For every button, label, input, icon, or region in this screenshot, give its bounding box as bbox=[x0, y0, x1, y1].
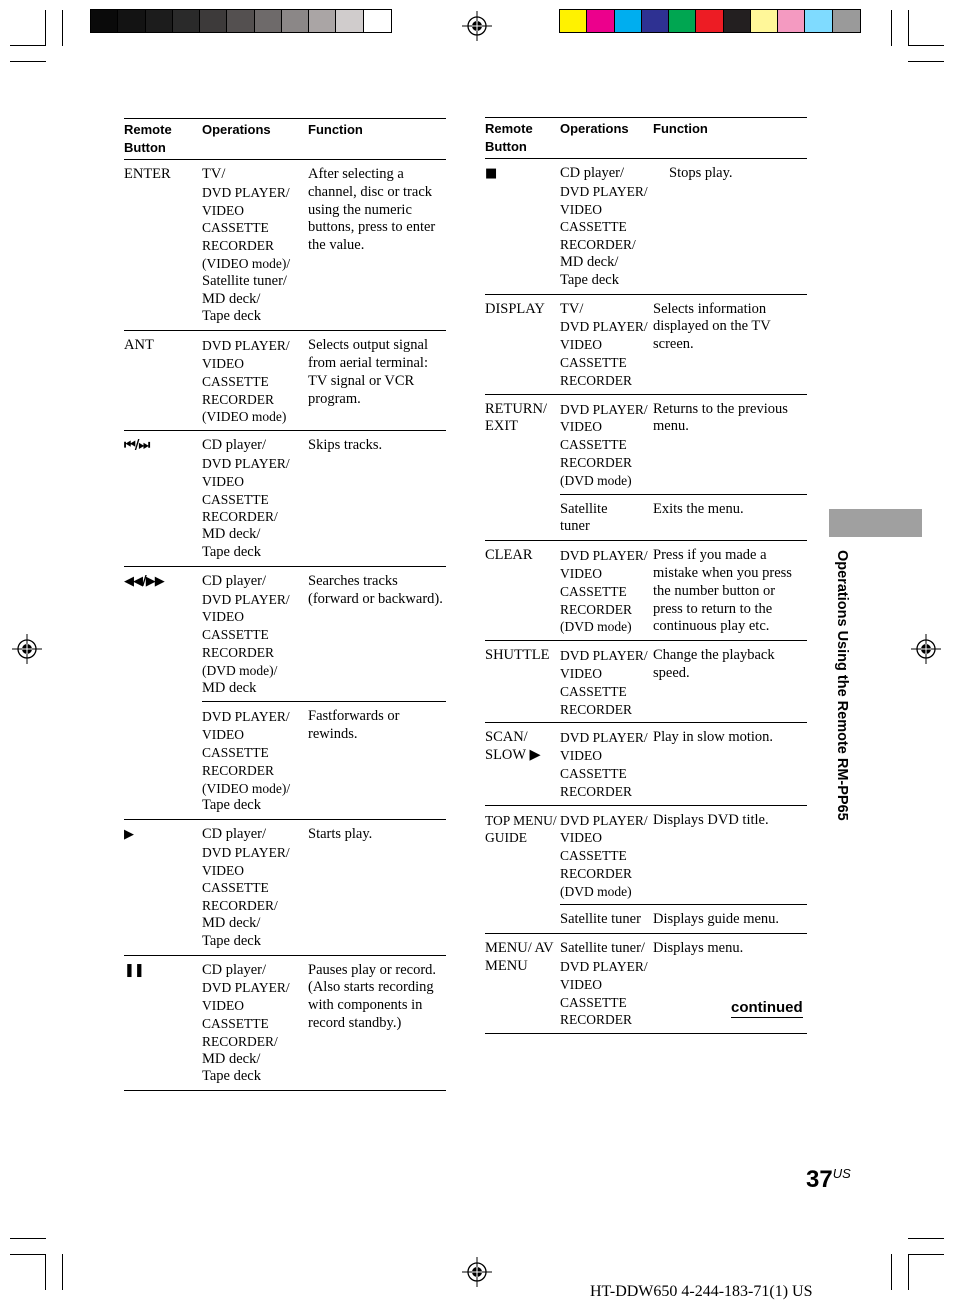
button-clear: CLEAR bbox=[485, 547, 533, 564]
operation-line: RECORDER bbox=[560, 601, 633, 617]
operation-line: VIDEO bbox=[560, 201, 602, 217]
color-swatch bbox=[282, 10, 309, 32]
color-swatch bbox=[560, 10, 587, 32]
operation-line: DVD PLAYER/ bbox=[560, 401, 648, 417]
operation-line: (DVD mode) bbox=[560, 883, 632, 899]
operation-line: CASSETTE bbox=[202, 373, 269, 389]
operation-line: MD deck/ bbox=[560, 253, 619, 270]
operations-cell bbox=[560, 805, 653, 905]
footer-model-code: HT-DDW650 4-244-183-71(1) US bbox=[590, 1283, 813, 1300]
function-cell: Fastforwards or rewinds. bbox=[308, 708, 400, 743]
operation-line: Tape deck bbox=[560, 271, 619, 288]
operation-line: CD player/ bbox=[202, 437, 267, 454]
operation-line: DVD PLAYER/ bbox=[202, 338, 290, 354]
operation-line: VIDEO bbox=[202, 202, 244, 218]
operations-cell bbox=[202, 955, 308, 1091]
page-number bbox=[806, 1166, 851, 1194]
table-row bbox=[485, 934, 807, 1034]
grayscale-calibration-bar bbox=[90, 9, 392, 33]
operation-line: TV/ bbox=[560, 300, 584, 317]
table-row bbox=[124, 431, 446, 567]
operation-line: Satellite bbox=[560, 500, 608, 517]
operation-line: VIDEO bbox=[560, 419, 602, 435]
operations-cell bbox=[560, 641, 653, 723]
function-cell: Skips tracks. bbox=[308, 437, 383, 454]
button-scan-slow: SCAN/ SLOW ▶ bbox=[485, 729, 541, 764]
registration-mark-icon bbox=[911, 634, 941, 664]
operations-cell bbox=[560, 905, 653, 934]
header-remote-button: Remote Button bbox=[124, 122, 172, 155]
operation-line: CD player/ bbox=[202, 572, 267, 589]
pause-icon: ❚❚ bbox=[124, 962, 144, 978]
operation-line: VIDEO bbox=[560, 748, 602, 764]
operation-line: CASSETTE bbox=[560, 354, 627, 370]
rewind-forward-icon: ◀◀/▶▶ bbox=[124, 566, 202, 819]
button-return-exit: RETURN/ EXIT bbox=[485, 394, 560, 541]
operation-line: VIDEO bbox=[560, 337, 602, 353]
table-row bbox=[124, 955, 446, 1091]
operation-line: DVD PLAYER/ bbox=[202, 844, 290, 860]
operation-line: CASSETTE bbox=[560, 683, 627, 699]
operation-line: CASSETTE bbox=[560, 219, 627, 235]
operation-line: Tape deck bbox=[202, 797, 261, 814]
header-operations: Operations bbox=[202, 122, 271, 137]
color-swatch bbox=[200, 10, 227, 32]
color-swatch bbox=[255, 10, 282, 32]
operation-line: CASSETTE bbox=[202, 220, 269, 236]
operation-line: MD deck/ bbox=[202, 915, 261, 932]
function-cell: Displays menu. bbox=[653, 940, 744, 957]
function-cell: Change the playback speed. bbox=[653, 647, 775, 681]
color-swatch bbox=[91, 10, 118, 32]
operation-line: DVD PLAYER/ bbox=[202, 709, 290, 725]
page-number-value: 37 bbox=[806, 1166, 833, 1193]
operation-line: CD player/ bbox=[202, 961, 267, 978]
operations-cell bbox=[202, 820, 308, 956]
side-section-title: Operations Using the Remote RM-PP65 bbox=[834, 550, 850, 821]
operation-line: VIDEO bbox=[560, 830, 602, 846]
page-suffix: US bbox=[832, 1166, 851, 1181]
button-shuttle: SHUTTLE bbox=[485, 647, 550, 664]
function-cell: After selecting a channel, disc or track using the numeric buttons, press to enter the value. bbox=[308, 166, 436, 254]
color-swatch bbox=[364, 10, 391, 32]
operation-line: DVD PLAYER/ bbox=[202, 591, 290, 607]
operation-line: DVD PLAYER/ bbox=[560, 812, 648, 828]
table-row bbox=[124, 331, 446, 431]
color-swatch bbox=[778, 10, 805, 32]
operation-line: (DVD mode) bbox=[560, 619, 632, 635]
button-display: DISPLAY bbox=[485, 300, 545, 317]
operation-line: CASSETTE bbox=[560, 765, 627, 781]
function-cell: Returns to the previous menu. bbox=[653, 394, 807, 494]
header-remote-button: Remote Button bbox=[485, 121, 533, 154]
operation-line: DVD PLAYER/ bbox=[560, 319, 648, 335]
table-row bbox=[485, 159, 807, 295]
operation-line: Satellite tuner/ bbox=[560, 940, 645, 957]
operation-line: VIDEO bbox=[560, 976, 602, 992]
operation-line: Satellite tuner bbox=[560, 911, 641, 928]
operation-line: RECORDER bbox=[560, 1012, 633, 1028]
operation-line: CASSETTE bbox=[202, 491, 269, 507]
operation-line: VIDEO bbox=[202, 473, 244, 489]
operation-line: (DVD mode)/ bbox=[202, 662, 278, 678]
right-remote-table bbox=[485, 117, 807, 1034]
registration-mark-icon bbox=[462, 11, 492, 41]
operation-line: RECORDER bbox=[560, 372, 633, 388]
operation-line: VIDEO bbox=[202, 998, 244, 1014]
operation-line: VIDEO bbox=[560, 665, 602, 681]
button-ant: ANT bbox=[124, 337, 154, 354]
operations-cell bbox=[560, 541, 653, 641]
color-swatch bbox=[751, 10, 778, 32]
stop-icon: ■ bbox=[485, 166, 497, 181]
table-row bbox=[485, 641, 807, 723]
color-swatch bbox=[118, 10, 145, 32]
header-function: Function bbox=[653, 121, 708, 136]
operation-line: DVD PLAYER/ bbox=[560, 730, 648, 746]
operation-line: VIDEO bbox=[202, 862, 244, 878]
operations-cell bbox=[202, 702, 308, 820]
color-swatch bbox=[336, 10, 363, 32]
operations-cell bbox=[560, 723, 653, 805]
operation-line: RECORDER bbox=[560, 454, 633, 470]
operation-line: (VIDEO mode)/ bbox=[202, 255, 291, 271]
operations-cell bbox=[560, 394, 653, 494]
color-calibration-bar bbox=[559, 9, 861, 33]
operation-line: (VIDEO mode) bbox=[202, 409, 287, 425]
operation-line: CD player/ bbox=[202, 826, 267, 843]
left-remote-table bbox=[124, 118, 446, 1091]
color-swatch bbox=[309, 10, 336, 32]
operation-line: CASSETTE bbox=[560, 583, 627, 599]
continued-label: continued bbox=[731, 999, 803, 1016]
operation-line: CASSETTE bbox=[560, 437, 627, 453]
operation-line: RECORDER/ bbox=[202, 1033, 278, 1049]
operations-cell bbox=[202, 331, 308, 431]
table-row bbox=[124, 160, 446, 331]
operations-cell bbox=[560, 494, 653, 541]
operation-line: DVD PLAYER/ bbox=[202, 184, 290, 200]
function-cell: Press if you made a mistake when you press the number button or press to return to the continuous play etc. bbox=[653, 547, 792, 635]
operation-line: TV/ bbox=[202, 166, 226, 182]
function-cell: Starts play. bbox=[308, 826, 373, 843]
button-top-menu-guide: TOP MENU/ GUIDE bbox=[485, 805, 560, 934]
operation-line: RECORDER/ bbox=[202, 509, 278, 525]
operation-line: RECORDER bbox=[202, 762, 275, 778]
operation-line: VIDEO bbox=[202, 727, 244, 743]
function-cell: Displays guide menu. bbox=[653, 911, 780, 928]
function-cell: Pauses play or record. (Also starts recording with components in record standby.) bbox=[308, 961, 437, 1032]
operation-line: CASSETTE bbox=[202, 744, 269, 760]
registration-mark-icon bbox=[462, 1257, 492, 1287]
operation-line: (DVD mode) bbox=[560, 472, 632, 488]
operations-cell bbox=[202, 566, 308, 702]
color-swatch bbox=[833, 10, 860, 32]
function-cell: Stops play. bbox=[669, 165, 733, 181]
operation-line: MD deck bbox=[202, 679, 257, 696]
operation-line: Tape deck bbox=[202, 308, 261, 325]
operation-line: CASSETTE bbox=[202, 880, 269, 896]
operation-line: DVD PLAYER/ bbox=[560, 959, 648, 975]
operation-line: RECORDER/ bbox=[202, 898, 278, 914]
color-swatch bbox=[805, 10, 832, 32]
operation-line: RECORDER bbox=[560, 865, 633, 881]
table-row bbox=[485, 294, 807, 394]
operation-line: MD deck/ bbox=[202, 290, 261, 307]
table-row bbox=[124, 820, 446, 956]
table-row bbox=[485, 394, 807, 494]
operations-cell bbox=[202, 431, 308, 567]
operation-line: VIDEO bbox=[202, 609, 244, 625]
operation-line: CD player/ bbox=[560, 165, 625, 181]
operation-line: CASSETTE bbox=[560, 994, 627, 1010]
function-cell: Searches tracks (forward or backward). bbox=[308, 566, 446, 702]
table-row bbox=[124, 566, 446, 702]
table-row bbox=[485, 541, 807, 641]
table-row bbox=[485, 805, 807, 905]
operation-line: DVD PLAYER/ bbox=[560, 183, 648, 199]
registration-mark-icon bbox=[12, 634, 42, 664]
function-cell: Play in slow motion. bbox=[653, 729, 774, 746]
operation-line: CASSETTE bbox=[202, 1016, 269, 1032]
header-operations: Operations bbox=[560, 121, 629, 136]
operation-line: RECORDER bbox=[560, 783, 633, 799]
play-icon: ▶ bbox=[124, 827, 133, 843]
operation-line: tuner bbox=[560, 518, 590, 535]
color-swatch bbox=[615, 10, 642, 32]
color-swatch bbox=[173, 10, 200, 32]
function-cell: Exits the menu. bbox=[653, 500, 744, 517]
operation-line: CASSETTE bbox=[202, 627, 269, 643]
color-swatch bbox=[724, 10, 751, 32]
table-row bbox=[485, 723, 807, 805]
operation-line: VIDEO bbox=[560, 565, 602, 581]
operation-line: DVD PLAYER/ bbox=[202, 980, 290, 996]
color-swatch bbox=[669, 10, 696, 32]
operation-line: CASSETTE bbox=[560, 848, 627, 864]
operation-line: (VIDEO mode)/ bbox=[202, 780, 291, 796]
operations-cell bbox=[202, 160, 308, 331]
operations-cell bbox=[560, 294, 653, 394]
operation-line: RECORDER bbox=[560, 701, 633, 717]
color-swatch bbox=[642, 10, 669, 32]
operation-line: MD deck/ bbox=[202, 1050, 261, 1067]
function-cell: Selects output signal from aerial terminal: TV signal or VCR program. bbox=[308, 337, 429, 407]
color-swatch bbox=[696, 10, 723, 32]
operation-line: Tape deck bbox=[202, 932, 261, 949]
operation-line: DVD PLAYER/ bbox=[560, 648, 648, 664]
operation-line: RECORDER/ bbox=[560, 237, 636, 253]
operation-line: RECORDER bbox=[202, 644, 275, 660]
operations-cell bbox=[560, 934, 653, 1034]
operation-line: Satellite tuner/ bbox=[202, 272, 287, 289]
operation-line: RECORDER bbox=[202, 391, 275, 407]
color-swatch bbox=[587, 10, 614, 32]
prev-next-icon: ⏮/⏭ bbox=[124, 438, 150, 454]
operation-line: Tape deck bbox=[202, 543, 261, 560]
color-swatch bbox=[146, 10, 173, 32]
color-swatch bbox=[227, 10, 254, 32]
operations-cell bbox=[560, 159, 653, 295]
operation-line: RECORDER bbox=[202, 238, 275, 254]
button-enter: ENTER bbox=[124, 166, 171, 182]
operation-line: MD deck/ bbox=[202, 526, 261, 543]
section-tab bbox=[829, 509, 922, 537]
function-cell: Selects information displayed on the TV screen. bbox=[653, 300, 771, 353]
header-function: Function bbox=[308, 122, 363, 137]
operation-line: DVD PLAYER/ bbox=[202, 455, 290, 471]
operation-line: Tape deck bbox=[202, 1068, 261, 1085]
operation-line: DVD PLAYER/ bbox=[560, 548, 648, 564]
operation-line: VIDEO bbox=[202, 355, 244, 371]
function-cell: Displays DVD title. bbox=[653, 805, 807, 905]
button-menu-av-menu: MENU/ AV MENU bbox=[485, 940, 554, 975]
